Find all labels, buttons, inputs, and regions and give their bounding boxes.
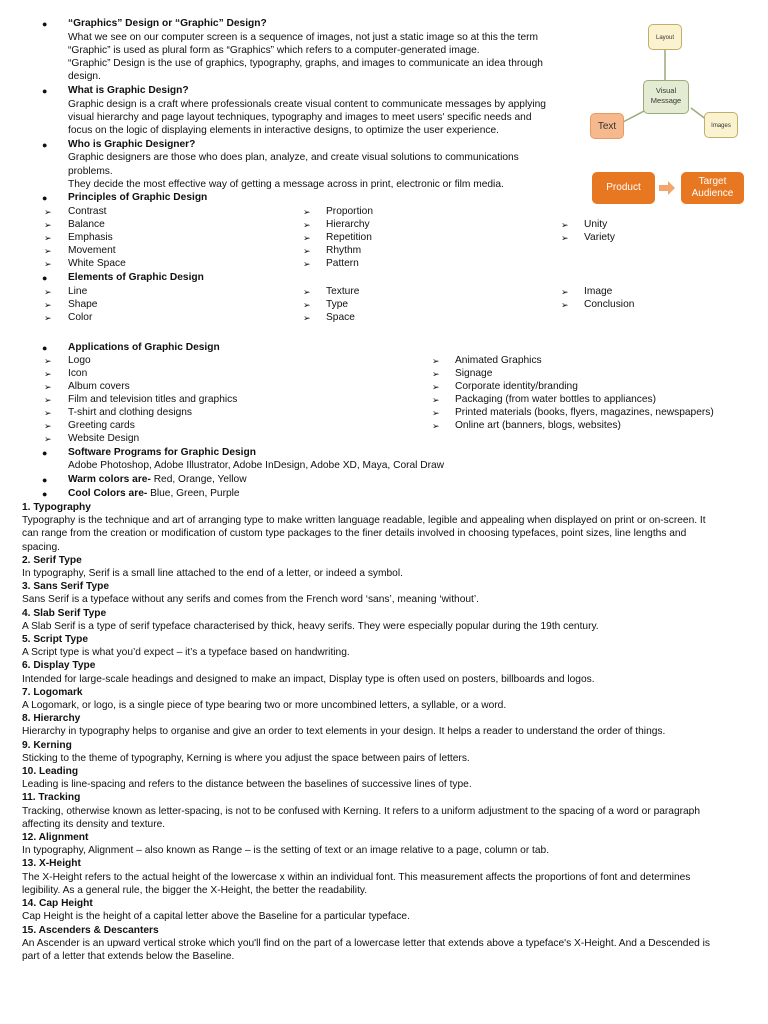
term-heading: 8. Hierarchy bbox=[22, 713, 81, 725]
list-item: Online art (banners, blogs, websites) bbox=[455, 420, 621, 431]
arrow-bullet-icon: ➢ bbox=[44, 287, 52, 297]
bullet-icon: ● bbox=[42, 475, 48, 485]
arrow-bullet-icon: ➢ bbox=[44, 382, 52, 392]
term-heading: 13. X-Height bbox=[22, 858, 81, 870]
term-description: can range from the creation or modification of custom type packages to the finer details involved in choosing typefaces, point sizes, line lengths and bbox=[22, 528, 687, 540]
list-item: Proportion bbox=[326, 206, 374, 217]
typography-terms bbox=[22, 501, 744, 963]
list-item: Film and television titles and graphics bbox=[68, 394, 238, 405]
arrow-bullet-icon: ➢ bbox=[561, 287, 569, 297]
arrow-bullet-icon: ➢ bbox=[44, 369, 52, 379]
list-item: Website Design bbox=[68, 433, 140, 444]
term-heading: 4. Slab Serif Type bbox=[22, 607, 107, 619]
term-description: In typography, Serif is a small line attached to the end of a letter, or indeed a symbol. bbox=[22, 568, 403, 580]
layout-box: Layout bbox=[648, 24, 682, 50]
bullet-heading: What is Graphic Design? bbox=[68, 85, 189, 96]
term-description: The X-Height refers to the actual height of the lowercase x within an individual font. This measurement affects the proportions of font and determines bbox=[22, 871, 691, 883]
arrow-bullet-icon: ➢ bbox=[44, 434, 52, 444]
bullet-icon: ● bbox=[42, 86, 48, 96]
list-item: Color bbox=[68, 312, 93, 323]
list-item: Balance bbox=[68, 219, 105, 230]
arrow-bullet-icon: ➢ bbox=[303, 246, 311, 256]
bullet-text: Graphic design is a craft where professionals create visual content to communicate messages by applying bbox=[68, 99, 546, 110]
list-item: Logo bbox=[68, 355, 91, 366]
bullet-text: Adobe Photoshop, Adobe Illustrator, Adobe InDesign, Adobe XD, Maya, Coral Draw bbox=[68, 460, 445, 471]
arrow-bullet-icon: ➢ bbox=[44, 356, 52, 366]
arrow-bullet-icon: ➢ bbox=[44, 395, 52, 405]
term-description: Intended for large-scale headings and designed to make an impact, Display type is often used on posters, billboards and logos. bbox=[22, 673, 595, 685]
arrow-bullet-icon: ➢ bbox=[44, 408, 52, 418]
term-description: A Script type is what you’d expect – it’s a typeface based on handwriting. bbox=[22, 647, 350, 659]
arrow-bullet-icon: ➢ bbox=[303, 233, 311, 243]
arrow-bullet-icon: ➢ bbox=[44, 246, 52, 256]
list-item: Greeting cards bbox=[68, 420, 135, 431]
term-description: part of a letter that extends below the Baseline. bbox=[22, 950, 235, 962]
term-description: A Slab Serif is a type of serif typeface characterised by thick, heavy serifs. They were especially popular during the 19th century. bbox=[22, 620, 599, 632]
arrow-bullet-icon: ➢ bbox=[303, 287, 311, 297]
bullet-text: “Graphic” Design is the use of graphics, typography, graphs, and images to communicate an idea through bbox=[68, 58, 543, 69]
bullet-icon: ● bbox=[42, 489, 48, 499]
list-item: Repetition bbox=[326, 232, 372, 243]
arrow-bullet-icon: ➢ bbox=[561, 300, 569, 310]
term-description: Tracking, otherwise known as letter-spacing, is not to be confused with Kerning. It refers to a uniform adjustment to the spacing of a word or paragraph bbox=[22, 805, 701, 817]
term-heading: 9. Kerning bbox=[22, 739, 72, 751]
term-description: Typography is the technique and art of arranging type to make written language readable, legible and appealing when displayed on print or on-screen. It bbox=[22, 515, 706, 527]
bullet-heading: Who is Graphic Designer? bbox=[68, 139, 196, 150]
target-audience-box: Target Audience bbox=[681, 172, 744, 204]
list-item: Packaging (from water bottles to appliances) bbox=[455, 394, 657, 405]
term-description: An Ascender is an upward vertical stroke which you'll find on the part of a lowercase letter that extends above a typeface's X-Height. And a Descended is bbox=[22, 937, 710, 949]
term-heading: 10. Leading bbox=[22, 766, 79, 778]
arrow-bullet-icon: ➢ bbox=[44, 313, 52, 323]
term-description: Leading is line-spacing and refers to the distance between the baselines of successive lines of type. bbox=[22, 779, 472, 791]
bullet-heading: Elements of Graphic Design bbox=[68, 272, 204, 283]
list-item: Hierarchy bbox=[326, 219, 370, 230]
bullet-text: Graphic designers are those who does plan, analyze, and create visual solutions to communications bbox=[68, 152, 519, 163]
bullet-icon: ● bbox=[42, 343, 48, 353]
list-item: T-shirt and clothing designs bbox=[68, 407, 193, 418]
term-description: legibility. As a general rule, the bigger the X-Height, the better the readability. bbox=[22, 884, 368, 896]
bullet-icon: ● bbox=[42, 193, 48, 203]
arrow-bullet-icon: ➢ bbox=[303, 207, 311, 217]
list-item: Variety bbox=[584, 232, 615, 243]
arrow-bullet-icon: ➢ bbox=[44, 220, 52, 230]
bullet-text: focus on the logic of displaying elements in interactive designs, to optimize the user experience. bbox=[68, 125, 499, 136]
arrow-bullet-icon: ➢ bbox=[44, 233, 52, 243]
list-item: Line bbox=[68, 286, 88, 297]
bullet-heading: Warm colors are- bbox=[68, 474, 151, 485]
bullet-heading: Cool Colors are- bbox=[68, 488, 148, 499]
bullet-text: design. bbox=[68, 71, 101, 82]
term-description: Cap Height is the height of a capital letter above the Baseline for a particular typeface. bbox=[22, 911, 410, 923]
list-item: Pattern bbox=[326, 258, 359, 269]
list-item: Shape bbox=[68, 299, 98, 310]
term-heading: 1. Typography bbox=[22, 502, 91, 513]
arrow-bullet-icon: ➢ bbox=[44, 259, 52, 269]
list-item: Corporate identity/branding bbox=[455, 381, 578, 392]
term-description: spacing. bbox=[22, 541, 60, 553]
bullet-text: “Graphic” is used as plural form as “Graphics” which refers to a computer-generated image. bbox=[68, 45, 480, 56]
list-item: Rhythm bbox=[326, 245, 362, 256]
list-item: Icon bbox=[68, 368, 88, 379]
bullet-heading: Software Programs for Graphic Design bbox=[68, 447, 256, 458]
arrow-bullet-icon: ➢ bbox=[303, 259, 311, 269]
product-box: Product bbox=[592, 172, 655, 204]
visual-message-box: Visual Message bbox=[643, 80, 689, 114]
arrow-bullet-icon: ➢ bbox=[44, 421, 52, 431]
term-description: In typography, Alignment – also known as Range – is the setting of text or an image relative to a page, column or tab. bbox=[22, 845, 550, 857]
term-heading: 3. Sans Serif Type bbox=[22, 581, 110, 593]
arrow-bullet-icon: ➢ bbox=[561, 220, 569, 230]
list-item: Conclusion bbox=[584, 299, 635, 310]
images-box: Images bbox=[704, 112, 738, 138]
right-arrow-icon bbox=[659, 181, 676, 195]
bullet-icon: ● bbox=[42, 448, 48, 458]
bullet-heading: “Graphics” Design or “Graphic” Design? bbox=[68, 18, 267, 29]
warm-colors-line bbox=[68, 473, 247, 486]
arrow-bullet-icon: ➢ bbox=[303, 220, 311, 230]
list-item: Image bbox=[584, 286, 613, 297]
bullet-text: Blue, Green, Purple bbox=[147, 488, 240, 499]
term-heading: 5. Script Type bbox=[22, 634, 89, 646]
term-heading: 14. Cap Height bbox=[22, 898, 93, 910]
arrow-bullet-icon: ➢ bbox=[432, 421, 440, 431]
term-description: Sticking to the theme of typography, Kerning is where you adjust the space between pairs of letters. bbox=[22, 752, 470, 764]
list-item: Album covers bbox=[68, 381, 130, 392]
list-item: Printed materials (books, flyers, magazines, newspapers) bbox=[455, 407, 714, 418]
bullet-text: problems. bbox=[68, 166, 113, 177]
term-heading: 7. Logomark bbox=[22, 686, 83, 698]
term-heading: 15. Ascenders & Descanters bbox=[22, 924, 159, 936]
bullet-text: Red, Orange, Yellow bbox=[150, 474, 247, 485]
list-item: Movement bbox=[68, 245, 116, 256]
arrow-bullet-icon: ➢ bbox=[561, 233, 569, 243]
term-heading: 12. Alignment bbox=[22, 832, 89, 844]
arrow-bullet-icon: ➢ bbox=[44, 300, 52, 310]
list-item: Emphasis bbox=[68, 232, 113, 243]
bullet-text: What we see on our computer screen is a sequence of images, not just a static image so at this the term bbox=[68, 32, 538, 43]
cool-colors-line bbox=[68, 487, 240, 500]
bullet-heading: Principles of Graphic Design bbox=[68, 192, 208, 203]
bullet-icon: ● bbox=[42, 273, 48, 283]
bullet-text: visual hierarchy and page layout techniques, typography and images to meet users' specific needs and bbox=[68, 112, 532, 123]
term-heading: 6. Display Type bbox=[22, 660, 96, 672]
arrow-bullet-icon: ➢ bbox=[432, 369, 440, 379]
list-item: Unity bbox=[584, 219, 608, 230]
list-item: Signage bbox=[455, 368, 493, 379]
arrow-bullet-icon: ➢ bbox=[432, 408, 440, 418]
list-item: Texture bbox=[326, 286, 360, 297]
term-description: A Logomark, or logo, is a single piece of type bearing two or more uncombined letters, a syllable, or a word. bbox=[22, 700, 507, 712]
arrow-bullet-icon: ➢ bbox=[432, 382, 440, 392]
term-description: Hierarchy in typography helps to organise and give an order to text elements in your design. It helps a reader to understand the order of things. bbox=[22, 726, 666, 738]
term-description: affecting its density and texture. bbox=[22, 818, 166, 830]
list-item: Animated Graphics bbox=[455, 355, 542, 366]
arrow-bullet-icon: ➢ bbox=[432, 356, 440, 366]
bullet-heading: Applications of Graphic Design bbox=[68, 342, 220, 353]
term-description: Sans Serif is a typeface without any serifs and comes from the French word ‘sans’, meaning ‘without’. bbox=[22, 594, 479, 606]
arrow-bullet-icon: ➢ bbox=[303, 313, 311, 323]
bullet-text: They decide the most effective way of getting a message across in print, electronic or film media. bbox=[68, 179, 504, 190]
list-item: Type bbox=[326, 299, 349, 310]
arrow-bullet-icon: ➢ bbox=[303, 300, 311, 310]
list-item: Contrast bbox=[68, 206, 107, 217]
arrow-bullet-icon: ➢ bbox=[432, 395, 440, 405]
list-item: Space bbox=[326, 312, 355, 323]
arrow-bullet-icon: ➢ bbox=[44, 207, 52, 217]
term-heading: 2. Serif Type bbox=[22, 554, 82, 566]
bullet-icon: ● bbox=[42, 140, 48, 150]
text-box: Text bbox=[590, 113, 624, 139]
bullet-icon: ● bbox=[42, 19, 48, 29]
term-heading: 11. Tracking bbox=[22, 792, 81, 804]
list-item: White Space bbox=[68, 258, 126, 269]
